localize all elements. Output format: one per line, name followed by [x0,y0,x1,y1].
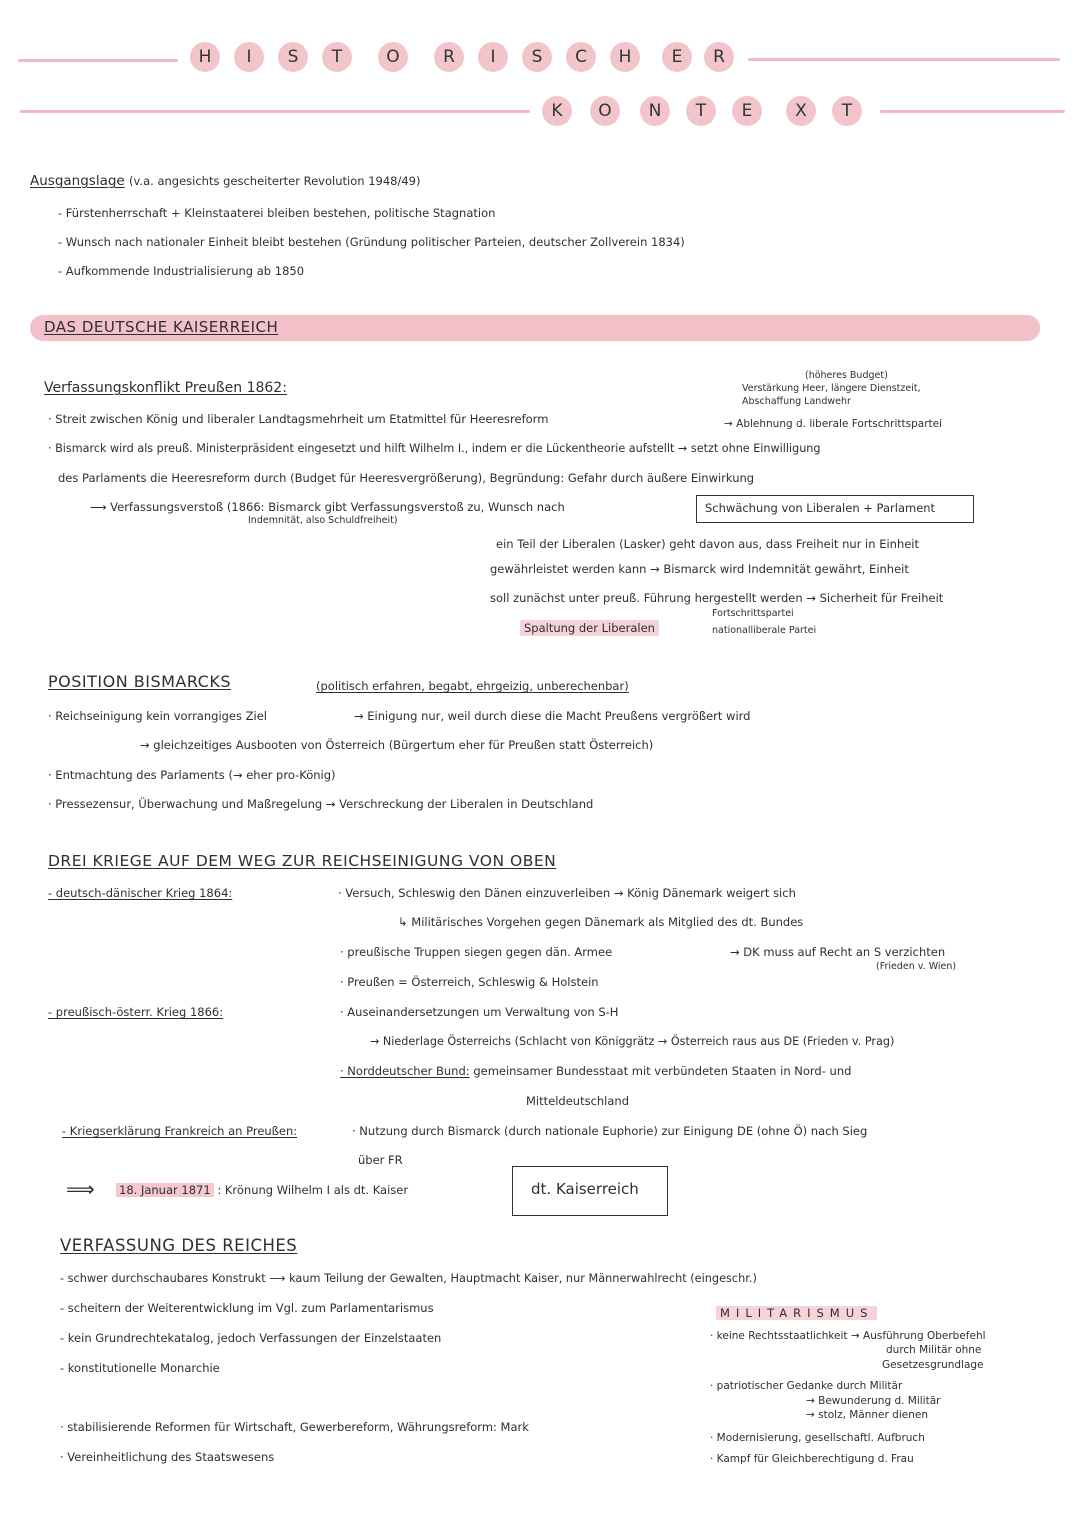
krieg-line: → Niederlage Österreichs (Schlacht von Königgrätz → Österreich raus aus DE (Frieden v. Prag) [370,1035,895,1048]
arrow-icon: ⟹ [66,1177,95,1201]
kriege-heading: DREI KRIEGE AUF DEM WEG ZUR REICHSEINIGUNG VON OBEN [48,852,557,870]
krieg-line: über FR [358,1153,403,1167]
title-letter: N [640,96,670,126]
spaltung-liberalen: Spaltung der Liberalen [520,620,659,636]
title-rule-right-2 [880,110,1065,113]
kaiserreich-box [512,1166,668,1216]
ausgangslage-item: - Wunsch nach nationaler Einheit bleibt bestehen (Gründung politischer Parteien, deutscher Zollverein 1834) [58,235,685,249]
krieg-line: → DK muss auf Recht an S verzichten [730,945,946,959]
bismarck-line: · Pressezensur, Überwachung und Maßregelung → Verschreckung der Liberalen in Deutschland [48,797,594,811]
title-letter: H [190,42,220,72]
konflikt-heading: Verfassungskonflikt Preußen 1862: [44,380,287,396]
verfassung-line: · Vereinheitlichung des Staatswesens [60,1450,275,1464]
militarismus-line: durch Militär ohne [886,1344,982,1356]
konflikt-branch-nationalliberal: nationalliberale Partei [712,625,817,636]
konflikt-line: Indemnität, also Schuldfreiheit) [248,515,398,526]
konflikt-note-verstaerkung: Verstärkung Heer, längere Dienstzeit, [742,383,921,394]
verfassung-line: - scheitern der Weiterentwicklung im Vgl. zum Parlamentarismus [60,1301,434,1315]
norddeutscher-bund-label: · Norddeutscher Bund: [340,1064,470,1078]
title-letter: R [434,42,464,72]
militarismus-line: · Kampf für Gleichberechtigung d. Frau [710,1453,914,1465]
title-rule-left-2 [20,110,530,113]
kroenung-line [116,1183,408,1197]
norddeutscher-bund-text: gemeinsamer Bundesstaat mit verbündeten Staaten in Nord- und [473,1064,852,1078]
verfassung-heading: VERFASSUNG DES REICHES [60,1236,298,1255]
konflikt-line: · Streit zwischen König und liberaler Landtagsmehrheit um Etatmittel für Heeresreform [48,412,549,426]
militarismus-line: · Modernisierung, gesellschaftl. Aufbruch [710,1432,925,1444]
title-letter: X [786,96,816,126]
konflikt-branch-fortschritt: Fortschrittspartei [712,608,794,619]
title-letter: R [704,42,734,72]
militarismus-line: · patriotischer Gedanke durch Militär [710,1380,903,1392]
verfassung-line: - konstitutionelle Monarchie [60,1361,220,1375]
krieg-line: ↳ Militärisches Vorgehen gegen Dänemark als Mitglied des dt. Bundes [398,915,804,929]
militarismus-line: Gesetzesgrundlage [882,1359,984,1371]
bismarck-heading: POSITION BISMARCKS [48,672,231,691]
title-rule-right-1 [748,58,1060,61]
title-letter: T [322,42,352,72]
krieg-label: - Kriegserklärung Frankreich an Preußen: [62,1124,298,1138]
konflikt-note-verstaerkung: Abschaffung Landwehr [742,396,851,407]
krieg-line: · Auseinandersetzungen um Verwaltung von S-H [340,1005,619,1019]
konflikt-line: → Ablehnung d. liberale Fortschrittspartei [724,418,943,430]
konflikt-line: · Bismarck wird als preuß. Ministerpräsident eingesetzt und hilft Wilhelm I., indem er die Lückentheorie aufstellt → setzt ohne Einwilligung [48,442,821,455]
title-letter: T [686,96,716,126]
title-letter: I [234,42,264,72]
title-letter: E [662,42,692,72]
ausgangslage-heading: Ausgangslage [30,173,125,189]
bismarck-line: → gleichzeitiges Ausbooten von Österreich (Bürgertum eher für Preußen statt Österreich) [140,738,654,752]
krieg-line: · preußische Truppen siegen gegen dän. Armee [340,945,613,959]
title-letter: K [542,96,572,126]
bismarck-line: → Einigung nur, weil durch diese die Macht Preußens vergrößert wird [354,709,751,723]
verfassung-line: - schwer durchschaubares Konstrukt ⟶ kaum Teilung der Gewalten, Hauptmacht Kaiser, nur Männerwahlrecht (eingeschr.) [60,1272,757,1285]
bismarck-line: · Reichseinigung kein vorrangiges Ziel [48,709,267,723]
krieg-line: · Nutzung durch Bismarck (durch nationale Euphorie) zur Einigung DE (ohne Ö) nach Sieg [352,1124,868,1138]
section-heading-kaiserreich: DAS DEUTSCHE KAISERREICH [44,318,279,336]
title-rule-left-1 [18,59,178,62]
title-letter: H [610,42,640,72]
konflikt-line: soll zunächst unter preuß. Führung hergestellt werden → Sicherheit für Freiheit [490,591,944,605]
title-letter: C [566,42,596,72]
krieg-line [340,1064,851,1078]
krieg-line: · Versuch, Schleswig den Dänen einzuverleiben → König Dänemark weigert sich [338,886,796,900]
militarismus-line: → Bewunderung d. Militär [806,1395,941,1407]
militarismus-line: → stolz, Männer dienen [806,1409,928,1421]
konflikt-line: gewährleistet werden kann → Bismarck wird Indemnität gewährt, Einheit [490,562,909,576]
krieg-line: (Frieden v. Wien) [876,961,957,972]
title-letter: I [478,42,508,72]
krieg-line: · Preußen = Österreich, Schleswig & Holstein [340,975,599,989]
konflikt-line: des Parlaments die Heeresreform durch (Budget für Heeresvergrößerung), Begründung: Gefahr durch äußere Einwirkung [58,471,755,485]
konflikt-note-budget: (höheres Budget) [805,370,888,381]
konflikt-line: ein Teil der Liberalen (Lasker) geht davon aus, dass Freiheit nur in Einheit [496,537,920,551]
bismarck-line: · Entmachtung des Parlaments (→ eher pro-König) [48,768,336,782]
title-letter: S [522,42,552,72]
title-letter: O [590,96,620,126]
ausgangslage-note: (v.a. angesichts gescheiterter Revolution 1948/49) [129,174,421,188]
konflikt-box [696,495,974,523]
krieg-label: - deutsch-dänischer Krieg 1864: [48,886,233,900]
bismarck-note: (politisch erfahren, begabt, ehrgeizig, unberechenbar) [316,679,629,693]
title-letter: E [732,96,762,126]
title-letter: O [378,42,408,72]
militarismus-line: · keine Rechtsstaatlichkeit → Ausführung Oberbefehl [710,1330,986,1342]
title-letter: S [278,42,308,72]
ausgangslage-heading-line [30,174,420,190]
verfassung-line: · stabilisierende Reformen für Wirtschaft, Gewerbereform, Währungsreform: Mark [60,1420,529,1434]
krieg-label: - preußisch-österr. Krieg 1866: [48,1005,224,1019]
kroenung-text: : Krönung Wilhelm I als dt. Kaiser [217,1183,409,1197]
konflikt-line: ⟶ Verfassungsverstoß (1866: Bismarck gibt Verfassungsverstoß zu, Wunsch nach [90,500,565,514]
militarismus-heading: MILITARISMUS [716,1306,877,1320]
verfassung-line: - kein Grundrechtekatalog, jedoch Verfassungen der Einzelstaaten [60,1331,442,1345]
konflikt-box-text: Schwächung von Liberalen + Parlament [705,501,936,515]
ausgangslage-item: - Fürstenherrschaft + Kleinstaaterei bleiben bestehen, politische Stagnation [58,206,496,220]
krieg-line: Mitteldeutschland [526,1094,630,1108]
kroenung-date: 18. Januar 1871 [116,1183,214,1197]
ausgangslage-item: - Aufkommende Industrialisierung ab 1850 [58,264,305,278]
kaiserreich-box-text: dt. Kaiserreich [531,1180,639,1198]
title-letter: T [832,96,862,126]
